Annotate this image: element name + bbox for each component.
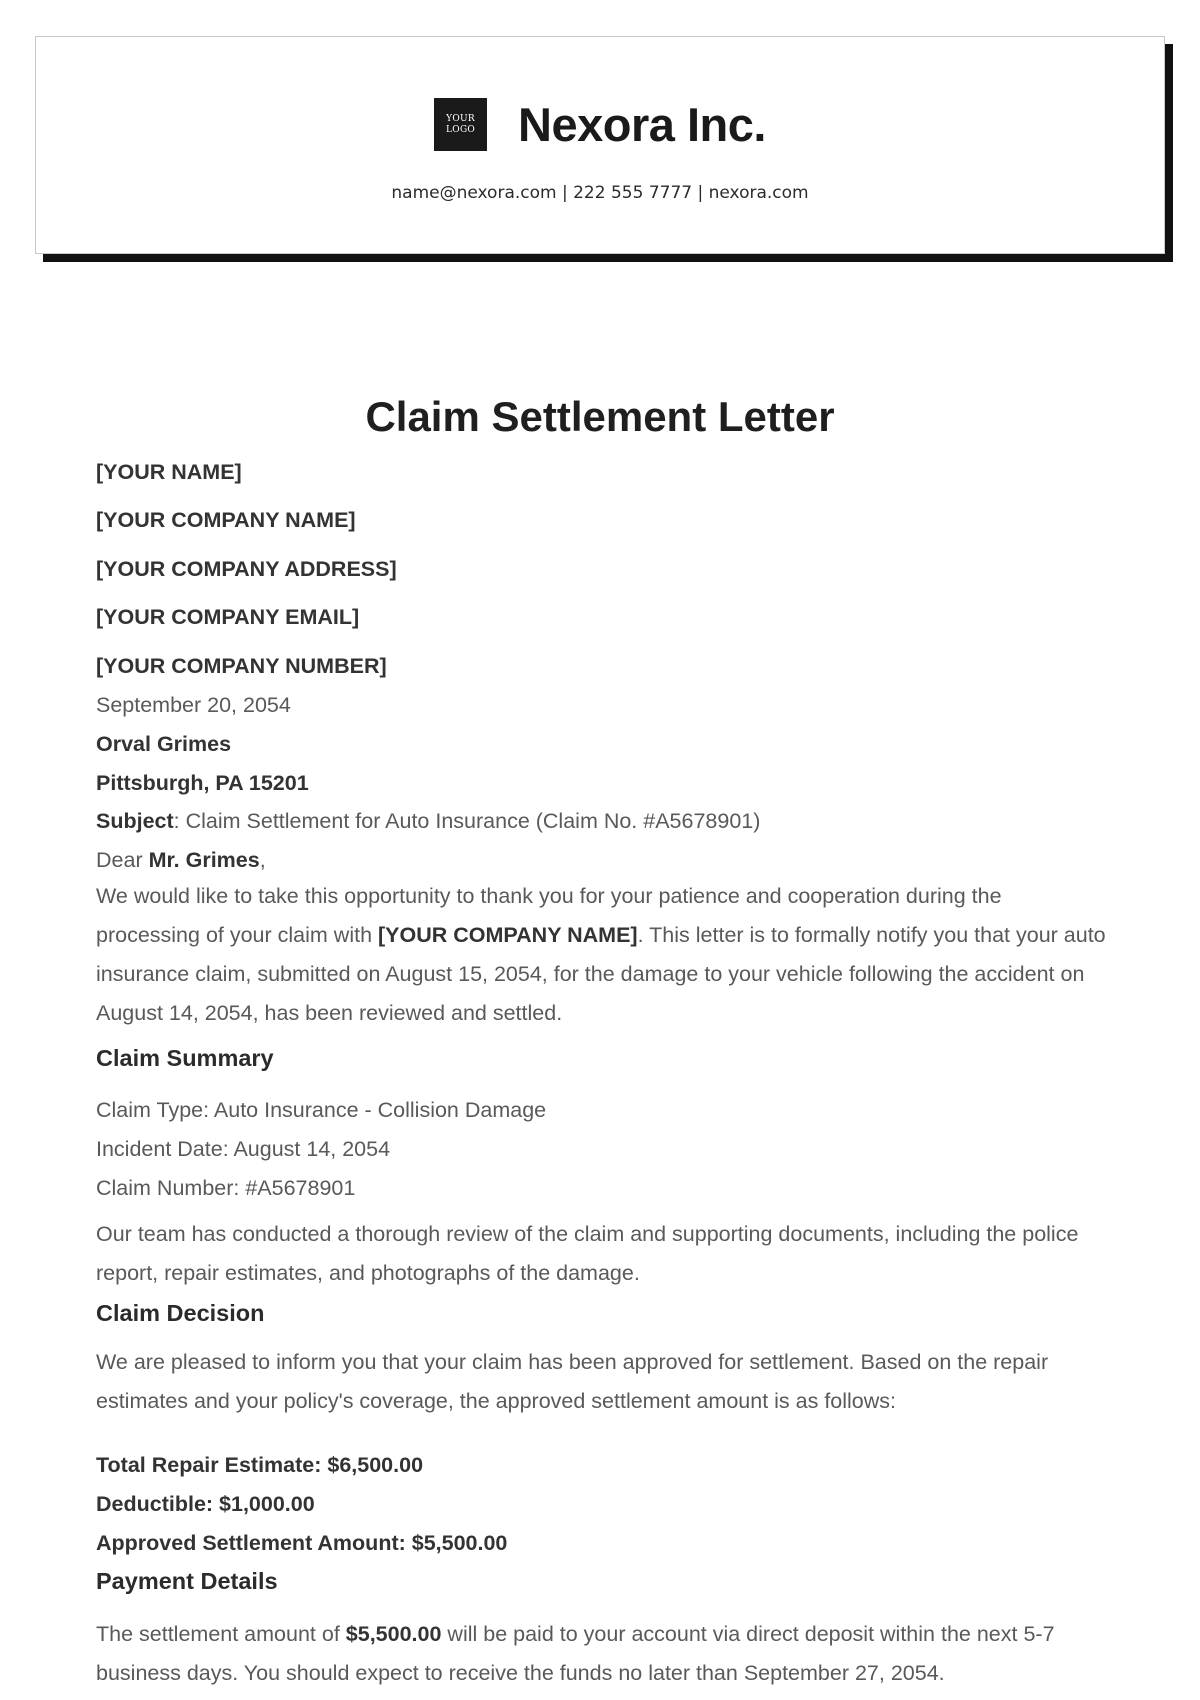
salutation xyxy=(96,848,266,873)
recipient-name: Orval Grimes xyxy=(96,732,232,756)
letter-date: September 20, 2054 xyxy=(96,693,291,717)
approved-label: Approved Settlement Amount xyxy=(96,1531,399,1555)
recipient-city: Pittsburgh, PA 15201 xyxy=(96,771,309,795)
sender-company-number: [YOUR COMPANY NUMBER] xyxy=(96,654,387,678)
sender-company-email: [YOUR COMPANY EMAIL] xyxy=(96,605,360,629)
approved-value: : $5,500.00 xyxy=(398,1531,508,1555)
intro-paragraph xyxy=(96,877,1106,1033)
subject-text: : Claim Settlement for Auto Insurance (Claim No. #A5678901) xyxy=(173,809,761,833)
intro-company: [YOUR COMPANY NAME] xyxy=(378,923,638,947)
salutation-prefix: Dear xyxy=(96,848,149,872)
deductible-label: Deductible xyxy=(96,1492,206,1516)
payment-details-heading: Payment Details xyxy=(96,1568,278,1594)
decision-paragraph: We are pleased to inform you that your claim has been approved for settlement. Based on the repair estimates and your policy's coverage, the approved settlement amount is as follows: xyxy=(96,1350,1049,1413)
total-label: Total Repair Estimate xyxy=(96,1453,315,1477)
sender-company-name: [YOUR COMPANY NAME] xyxy=(96,508,356,532)
payment-part2: will be paid to your account via direct deposit within the next 5-7 business days. You should expect to receive the funds no later than September 27, 2054. xyxy=(96,1622,1055,1685)
salutation-name: Mr. Grimes xyxy=(148,848,260,872)
logo-text-line2: LOGO xyxy=(445,124,476,135)
brand-row xyxy=(36,97,1164,152)
subject-line xyxy=(96,809,760,834)
subject-label: Subject xyxy=(96,809,174,833)
claim-number: Claim Number: #A5678901 xyxy=(96,1176,356,1200)
logo-text-line1: YOUR xyxy=(446,113,475,124)
claim-summary-heading: Claim Summary xyxy=(96,1045,274,1071)
payment-part1: The settlement amount of xyxy=(96,1622,346,1646)
payment-amount: $5,500.00 xyxy=(345,1622,442,1646)
claim-decision-heading: Claim Decision xyxy=(96,1300,265,1326)
letterhead xyxy=(35,36,1165,254)
payment-paragraph xyxy=(96,1615,1106,1693)
deductible-value: : $1,000.00 xyxy=(205,1492,315,1516)
company-logo xyxy=(434,98,487,151)
deductible xyxy=(96,1492,315,1517)
contact-info: name@nexora.com | 222 555 7777 | nexora.com xyxy=(391,183,809,203)
total-repair-estimate xyxy=(96,1453,423,1478)
document-title: Claim Settlement Letter xyxy=(365,393,835,440)
review-paragraph: Our team has conducted a thorough review of the claim and supporting documents, including the police report, repair estimates, and photographs of the damage. xyxy=(96,1222,1079,1285)
salutation-suffix: , xyxy=(259,848,266,872)
company-name: Nexora Inc. xyxy=(518,98,766,151)
sender-name: [YOUR NAME] xyxy=(96,460,242,484)
sender-company-address: [YOUR COMPANY ADDRESS] xyxy=(96,557,397,581)
claim-type: Claim Type: Auto Insurance - Collision Damage xyxy=(96,1098,547,1122)
intro-part1: We would like to take this opportunity to thank you for your patience and cooperation during the processing of your claim with xyxy=(96,884,1002,947)
total-value: : $6,500.00 xyxy=(314,1453,424,1477)
incident-date: Incident Date: August 14, 2054 xyxy=(96,1137,391,1161)
approved-settlement-amount xyxy=(96,1531,507,1556)
intro-part2: . This letter is to formally notify you that your auto insurance claim, submitted on August 15, 2054, for the damage to your vehicle following the accident on August 14, 2054, has been reviewed and settled. xyxy=(96,923,1106,1025)
